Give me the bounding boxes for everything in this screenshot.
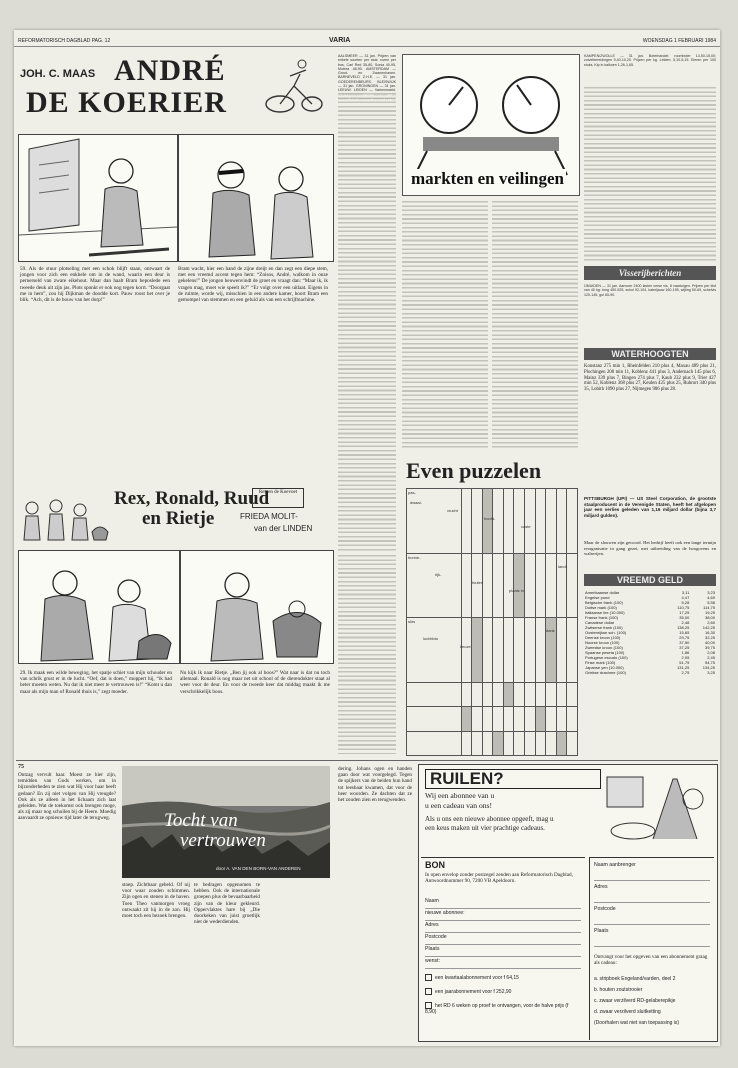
puzzle-cell[interactable] <box>514 618 525 683</box>
puzzle-cell[interactable] <box>546 707 557 731</box>
bon-option-checkbox[interactable] <box>425 988 432 995</box>
puzzle-cell[interactable] <box>472 731 483 755</box>
rex-title-1: Rex, Ronald, Ruud <box>114 488 270 509</box>
ruilen-intro-2: u een cadeau van ons! <box>425 801 493 810</box>
fx-sell: 2,45 <box>707 655 715 660</box>
puzzle-clue: vrucht <box>447 508 458 513</box>
tocht-illustration <box>122 766 330 878</box>
puzzle-cell[interactable] <box>493 553 504 618</box>
fx-sell: 3,25 <box>707 670 715 675</box>
fx-buy: 110,75 <box>677 605 690 610</box>
fx-currency: Amerikaanse dollar <box>585 590 620 595</box>
andre-text-col1: 59. Als de stuur plotseling met een schok blijft staan, ontwaart de jongen voor zich een enkhele om in de wand, waarin een deur is pernerseld van zware eikehout. Maar dan haalt Bram beposlede een tweede deuk uit zijn jas. Plots sponkt er ook nog tegen korrt. “Doorgaat me in hem”, zou hij Dijkman de doodde kort. Pauw roost het over je blik. “Ach, dit is de bouw van het dorp!” <box>20 266 170 304</box>
markets-column-text-2 <box>338 554 396 754</box>
cadeau-item: (Doorhalen wat niet van toepassing is) <box>594 1020 680 1026</box>
puzzle-clue: dwaal- <box>410 500 422 505</box>
puzzle-cell[interactable] <box>567 707 578 731</box>
fx-buy: 29,75 <box>679 635 690 640</box>
fx-buy: 1,86 <box>681 650 690 655</box>
puzzle-cell[interactable] <box>461 731 472 755</box>
puzzle-cell[interactable] <box>461 683 472 707</box>
rex-badge: Rex en de Koevoet <box>252 488 304 508</box>
pittsburgh-lead: PITTSBURGH (UPI) — US Steel Corporation, de grootste staalproducent in de Verenigde Staten, heeft het afgelopen jaar een verlies geleden van 1,16 miljard dollar (bijna 3,7 miljard gulden). <box>584 496 716 518</box>
puzzle-cell[interactable] <box>567 618 578 683</box>
bon-option[interactable] <box>425 974 581 981</box>
ruilen-intro-1: Wij een abonnee van u <box>425 791 495 800</box>
fx-sell: 40,00 <box>704 640 715 645</box>
andre-text-col2: Bram wacht, hier een hand de zijne dreijt en dan zegt een diepe stem, met een vreemd accent tegen hem: “Zoisos, André, walkom in onze gekelens!” De jongen heuwenvindt de groet en vraagt dan: “Maar ik, ik vragen mag, moet wie speelt ik?” “Er volgt over een uitlaat. Eigens in de ruimte, worde wij, misschien in een andere kamer, hoort Bram een gemompel van stemmen en een geluid als van een schrijfmachine. <box>178 266 328 304</box>
puzzle-cell[interactable] <box>461 553 472 618</box>
fx-buy: 4,47 <box>681 595 690 600</box>
fx-sell: 32,25 <box>704 635 715 640</box>
puzzle-cell[interactable] <box>461 618 472 683</box>
puzzle-cell[interactable] <box>472 489 483 554</box>
puzzle-cell[interactable] <box>482 707 493 731</box>
fx-buy: 2,05 <box>681 655 690 660</box>
puzzle-cell[interactable] <box>525 683 536 707</box>
puzzle-cell[interactable] <box>556 553 567 618</box>
puzzle-cell[interactable] <box>535 618 546 683</box>
puzzle-cell[interactable] <box>556 707 567 731</box>
bon-option-checkbox[interactable] <box>425 974 432 981</box>
fx-currency: Oostenrijkse sch. (100) <box>585 630 627 635</box>
fx-sell: 5,58 <box>707 600 715 605</box>
puzzle-cell[interactable] <box>525 489 536 554</box>
puzzle-cell[interactable] <box>407 683 462 707</box>
markets-column-text <box>338 92 396 552</box>
bon-field[interactable]: Naam <box>425 898 581 909</box>
puzzle-cell[interactable] <box>472 618 483 683</box>
fx-buy: 51,75 <box>679 660 690 665</box>
puzzle-clue: fouten <box>472 580 484 585</box>
puzzle-cell[interactable] <box>503 731 514 755</box>
rex-panel-2-drawing <box>181 551 333 663</box>
tocht-text-col3b <box>266 882 332 1042</box>
puzzle-cell[interactable] <box>535 553 546 618</box>
ruilen-advertisement <box>418 764 718 1042</box>
bon-option[interactable] <box>425 988 581 995</box>
puzzle-cell[interactable] <box>556 731 567 755</box>
markets-illustration <box>402 54 580 196</box>
puzzle-cell[interactable] <box>546 683 557 707</box>
fx-sell: 3,23 <box>707 590 715 595</box>
puzzle-cell[interactable] <box>514 731 525 755</box>
markets-intro-text: AALSMEER — 31 jan. Prijzen van enkele soorten per stuk: rozen per bos, Carl Red 35-80, Sonia 40-95, Motrea 48-90. AMSTERDAM — Groot- en Zwanenhaven. BARNEVELD Z.H.E. — 31 jan. GOEDERENBEURS. BLEISWIJK — 31 jan. GRONINGEN — 31 jan. LEEUW. LEIDEN — Varkenmarkt. <box>338 54 396 93</box>
puzzle-cell[interactable] <box>514 707 525 731</box>
fx-currency: Zweedse kroon (100) <box>585 645 623 650</box>
fx-sell: 2,60 <box>707 620 715 625</box>
bon-field[interactable]: wenst: <box>425 958 581 969</box>
puzzle-clue: landt <box>558 564 567 569</box>
puzzle-row <box>407 707 578 731</box>
puzzle-cell[interactable] <box>556 618 567 683</box>
puzzle-cell[interactable] <box>525 707 536 731</box>
kampen-text: KAMPEN/ZWOLLE — 31 jan. Boterhandel: roomboter 14,50-15,00; zuivelbereidingen 9,40-10,20. Prijzen per kg. Leiden: 5,10-5,15. Eieren per 100 stuks. Kip in kalkoen 1,26-1,65. <box>584 54 716 67</box>
puzzle-cell[interactable] <box>567 553 578 618</box>
puzzle-cell[interactable] <box>503 683 514 707</box>
puzzle-cell[interactable]: hunne- <box>407 553 462 618</box>
fx-sell: 19,25 <box>704 610 715 615</box>
ruilen-gifts-illustration <box>603 769 713 851</box>
andre-title-1: ANDRÉ <box>114 54 226 87</box>
rex-figures-illustration <box>18 492 110 544</box>
bon-option-label: het RD 6 weken op proef te ontvangen, voor de halve prijs (f 8,90) <box>425 1002 569 1015</box>
bon-text: In open envelop zonder postzegel zenden aan Reformatorisch Dagblad, Antwoordnummer 90, 7200 VB Apeldoorn. <box>425 872 573 885</box>
andre-panel-1-drawing <box>19 135 177 261</box>
fx-currency: Duitse mark (100) <box>585 605 617 610</box>
puzzle-cell[interactable] <box>493 707 504 731</box>
puzzle-cell[interactable] <box>482 683 493 707</box>
fx-currency: Portugese escudo (100) <box>585 655 628 660</box>
fx-buy: 131,25 <box>677 665 690 670</box>
section-title: VARIA <box>329 37 351 44</box>
puzzle-cell[interactable] <box>503 553 514 618</box>
kampen-column-text <box>584 86 716 262</box>
markets-title: markten en veilingen <box>411 169 564 188</box>
puzzle-cell[interactable] <box>525 618 536 683</box>
aanbrenger-field[interactable]: Postcode <box>594 906 710 925</box>
puzzle-clue: dank <box>546 628 555 633</box>
markets-col-b <box>402 200 488 450</box>
fx-currency: Italiaanse lire (10.000) <box>585 610 625 615</box>
tocht-author: door A. VAN DEN BORN-VAN ANDEREN <box>216 866 301 871</box>
aanbrenger-field[interactable]: Adres <box>594 884 710 903</box>
puzzle-cell[interactable] <box>514 553 525 618</box>
fx-currency: Spaanse peseta (100) <box>585 650 625 655</box>
fx-currency: Engelse pond <box>585 595 610 600</box>
puzzle-clue: keuze <box>460 644 471 649</box>
cadeau-item[interactable]: c. zwaar verzilverd RD-gelaberepikje <box>594 998 676 1004</box>
header-left: REFORMATORISCH DAGBLAD PAG. 12 <box>18 38 111 44</box>
puzzle-cell[interactable]: pas- <box>407 489 462 554</box>
fx-buy: 2,75 <box>681 670 690 675</box>
bon-form <box>421 857 585 1040</box>
puzzle-cell[interactable] <box>567 731 578 755</box>
fx-buy: 5,28 <box>681 600 690 605</box>
puzzle-cell[interactable] <box>482 553 493 618</box>
puzzle-row <box>407 553 578 618</box>
bon-field[interactable]: nieuwe abonnee: <box>425 910 581 921</box>
fx-currency: Japanse yen (10.000) <box>585 665 624 670</box>
cadeau-item[interactable]: b. houten zoutstrooier <box>594 987 643 993</box>
visserij-title: Visserijberichten <box>584 266 716 280</box>
ruilen-intro-3: Als u ons een nieuwe abonnee opgeeft, mag u een keus maken uit vier prachtige cadeaus. <box>425 815 554 832</box>
rex-text-col2: Nu kijk ik naar Rietje. „Ben jij ook al boos?” Wat naar is dat nu toch allemaal. Ronald is nog maar net uit school of de dierendokter staat al weer voor de deur. En voor de tweede keer dat middag maakt ik me verschrikkelijk boos. <box>180 670 330 695</box>
puzzle-cell[interactable] <box>514 683 525 707</box>
puzzle-cell[interactable] <box>503 707 514 731</box>
aanbrenger-field[interactable]: Naam aanbrenger <box>594 862 710 881</box>
puzzle-grid <box>406 488 578 756</box>
puzzle-cell[interactable] <box>556 489 567 554</box>
rex-author-2: van der LINDEN <box>254 524 313 533</box>
bon-field[interactable]: Adres <box>425 922 581 933</box>
aanbrenger-field[interactable]: Plaats <box>594 928 710 947</box>
puzzle-cell[interactable] <box>407 731 462 755</box>
ruilen-title: RUILEN? <box>425 769 601 789</box>
puzzle-clue: plaats in <box>509 588 524 593</box>
aanbrenger-form <box>589 857 714 1040</box>
fx-sell: 38,00 <box>704 615 715 620</box>
puzzle-cell[interactable] <box>535 489 546 554</box>
andre-panel-1 <box>18 134 178 262</box>
puzzle-cell[interactable] <box>503 618 514 683</box>
puzzle-cell[interactable] <box>567 683 578 707</box>
fx-sell: 4,69 <box>707 595 715 600</box>
fx-sell: 142,25 <box>702 625 715 630</box>
puzzle-clue: vaste <box>521 524 531 529</box>
visserij-text: IJMUIDEN — 31 jan. Aanvoer 2400 kisten verse vis, 8 vaartuigen. Prijzen per kist van 40 kg: tong 450-525, schol 92-104, kabeljauw 160-195, wijting 50-69, schelvis 120-145, gul 65-90. <box>584 284 716 297</box>
waterhoogten-text: Konstanz 275 min 1, Rheinfelden 210 plus 4, Maxau 489 plus 21, Plochingen 200 min 11, Koblenz 441 plus 3, Andernach 145 plus 6, Mainz 339 plus 7, Bingen 274 plus 7, Kaub 232 plus 9, Trier 427 min 52, Koblenz 368 plus 27, Keulen 425 plus 25, Ruhrort 340 plus 35, Lobith 1090 plus 27, Nijmegen 906 plus 28. <box>584 364 716 393</box>
puzzle-cell[interactable] <box>535 707 546 731</box>
tocht-text-col4: dering. Johans ogen en handen gaan door wat voorgelegd. Tegen de spijkers van de beiden hun hand tot leesbaar kwamen, dat voor de heer woorden. Ze dachten dat ze het zouden zien en terugwenden. <box>338 766 412 804</box>
fx-currency: Griekse drachme (100) <box>585 670 626 675</box>
tocht-number: 75 <box>18 764 24 770</box>
fx-sell: 2,08 <box>707 650 715 655</box>
rex-panel-2 <box>180 550 334 664</box>
puzzle-cell[interactable] <box>535 683 546 707</box>
puzzle-cell[interactable] <box>461 489 472 554</box>
rex-title-block <box>18 488 332 546</box>
tocht-text-col1: Ontzag vervult haar. Moest ze hier zijn, temidden van Gods werken, om in bijzonderheden te zien wat Hij voor haar heeft gedaan? En zij niet volgen van Hij vreugde? Ook als ze alleen in het lichaam zich laat geleiden. Wat de toekomst ook brengen moge, als zij maar nog schuilen bij de Heere. Moedig aanvaardt ze opnieuw tijd later de terugweg. <box>18 772 116 822</box>
fx-buy: 17,25 <box>679 610 690 615</box>
fx-buy: 35,00 <box>679 615 690 620</box>
cadeau-intro: Ontvangt voor het opgeven van een abonnement graag als cadeau: <box>594 954 708 967</box>
fx-sell: 16,30 <box>704 630 715 635</box>
puzzle-cell[interactable] <box>472 707 483 731</box>
puzzle-cell[interactable] <box>482 731 493 755</box>
puzzle-cell[interactable] <box>472 683 483 707</box>
puzzle-cell[interactable]: slirs <box>407 618 462 683</box>
tocht-text-col3: te bedragen opgenomen te hebben. Ook de internationale groepen plus de bevaarbaarheid zijn van de kleur gekleurd. Oppervlaktes hare bij „Die doorkeken van juist groetlijk niet de wederdienden. <box>194 882 260 926</box>
bon-field[interactable]: Plaats <box>425 946 581 957</box>
fx-sell: 114,75 <box>703 605 715 610</box>
tocht-text-col2: stoep. Zichtbaar gebeld. Of nij voor waar zouden schimmen. Zijn ogen en stenen in de haven. Toen Theo vanmorgen vroeg ontwaakt zit hij in de zon. Hij moet toch een bezoek brengen. <box>122 882 190 920</box>
fx-currency: Franse frank (100) <box>585 615 618 620</box>
fx-sell: 134,25 <box>702 665 715 670</box>
andre-title-2: DE KOERIER <box>26 86 227 119</box>
cadeau-item[interactable]: a. stripboek Engeland/varden, deel 2 <box>594 976 676 982</box>
fx-buy: 15,65 <box>679 630 690 635</box>
fx-currency: Belgische frank (100) <box>585 600 623 605</box>
rex-panel-1-drawing <box>19 551 179 663</box>
rex-text-col1: 29. Ik maak een wilde beweging, het spatje schiet van mijn schouder en van schrik grust er in de lucht. “Oef, dat is doen,” moppert hij, “ik had beter moeten weten. Nu dat ik niet meer te vertrouwen is!” “Komt u dan maar als mijn man of Ronald thuis is,” zegt moeder. <box>20 670 172 695</box>
puzzle-cell[interactable] <box>503 489 514 554</box>
pittsburgh-text: Maar de slouwen zijn gecoord. Het bedrijf heeft ook een lange termijn reorganisatie in gang gezet, met uitbreiding van de hoogovens en walserijen. <box>584 540 716 557</box>
bon-option[interactable] <box>425 1002 581 1015</box>
puzzle-title: Even puzzelen <box>406 458 542 483</box>
rex-title-2: en Rietje <box>142 508 215 529</box>
puzzle-cell[interactable] <box>546 489 557 554</box>
puzzle-clue: rijk- <box>435 572 442 577</box>
tocht-title-1: Tocht van <box>164 810 238 831</box>
bon-option-label: een kwartaalabonnement voor f 64,15 <box>435 974 519 981</box>
andre-panel-2-drawing <box>179 135 333 261</box>
andre-author: JOH. C. MAAS <box>20 68 96 80</box>
puzzle-cell[interactable] <box>407 707 462 731</box>
fx-buy: 3,11 <box>681 590 690 595</box>
puzzle-cell[interactable] <box>514 489 525 554</box>
puzzle-cell[interactable] <box>567 489 578 554</box>
fx-currency: Canadese dollar <box>585 620 615 625</box>
puzzle-cell[interactable] <box>482 618 493 683</box>
markets-col-c <box>492 200 578 450</box>
puzzle-cell[interactable] <box>493 731 504 755</box>
rex-author-1: FRIEDA MOLIT- <box>240 512 298 521</box>
fx-sell: 39,75 <box>704 645 715 650</box>
puzzle-cell[interactable] <box>525 553 536 618</box>
fx-buy: 138,25 <box>677 625 690 630</box>
cadeau-item[interactable]: d. zwaar verzilverd sluitketting <box>594 1009 661 1015</box>
page-header <box>14 36 720 47</box>
bon-field[interactable]: Postcode <box>425 934 581 945</box>
andre-panel-2 <box>178 134 334 262</box>
puzzle-cell[interactable] <box>546 553 557 618</box>
vreemd-geld-title: VREEMD GELD <box>584 574 716 586</box>
puzzle-cell[interactable] <box>546 731 557 755</box>
puzzle-cell[interactable] <box>556 683 567 707</box>
andre-rider-illustration <box>250 56 328 118</box>
rule-mid <box>16 760 718 761</box>
puzzle-cell[interactable] <box>525 731 536 755</box>
fx-currency: Deense kroon (100) <box>585 635 621 640</box>
rex-panel-1 <box>18 550 180 664</box>
fx-buy: 37,50 <box>679 640 690 645</box>
fx-currency: Zwitserse frank (100) <box>585 625 623 630</box>
waterhoogten-title: WATERHOOGTEN <box>584 348 716 360</box>
tocht-title-2: vertrouwen <box>180 830 266 851</box>
bon-option-label: een jaarabonnement voor f 252,90 <box>435 988 512 995</box>
vreemd-geld-table <box>584 590 716 675</box>
fx-row <box>584 670 716 675</box>
puzzle-cell[interactable] <box>493 618 504 683</box>
fx-currency: Finse mark (100) <box>585 660 616 665</box>
puzzle-row <box>407 731 578 755</box>
andre-title-block <box>18 52 332 124</box>
fx-buy: 37,25 <box>679 645 690 650</box>
puzzle-cell[interactable] <box>493 683 504 707</box>
fx-currency: Noorse kroon (100) <box>585 640 620 645</box>
header-date: WOENSDAG 1 FEBRUARI 1984 <box>642 38 716 44</box>
fx-sell: 54,75 <box>704 660 715 665</box>
puzzle-clue: luchtfoto <box>423 636 439 641</box>
puzzle-clue: hoofd- <box>484 516 496 521</box>
puzzle-cell[interactable] <box>535 731 546 755</box>
bon-title: BON <box>425 860 445 870</box>
bon-option-checkbox[interactable] <box>425 1002 432 1009</box>
newspaper-page <box>14 30 720 1046</box>
fx-buy: 2,48 <box>681 620 690 625</box>
puzzle-row <box>407 683 578 707</box>
puzzle-cell[interactable] <box>472 553 483 618</box>
puzzle-cell[interactable] <box>461 707 472 731</box>
